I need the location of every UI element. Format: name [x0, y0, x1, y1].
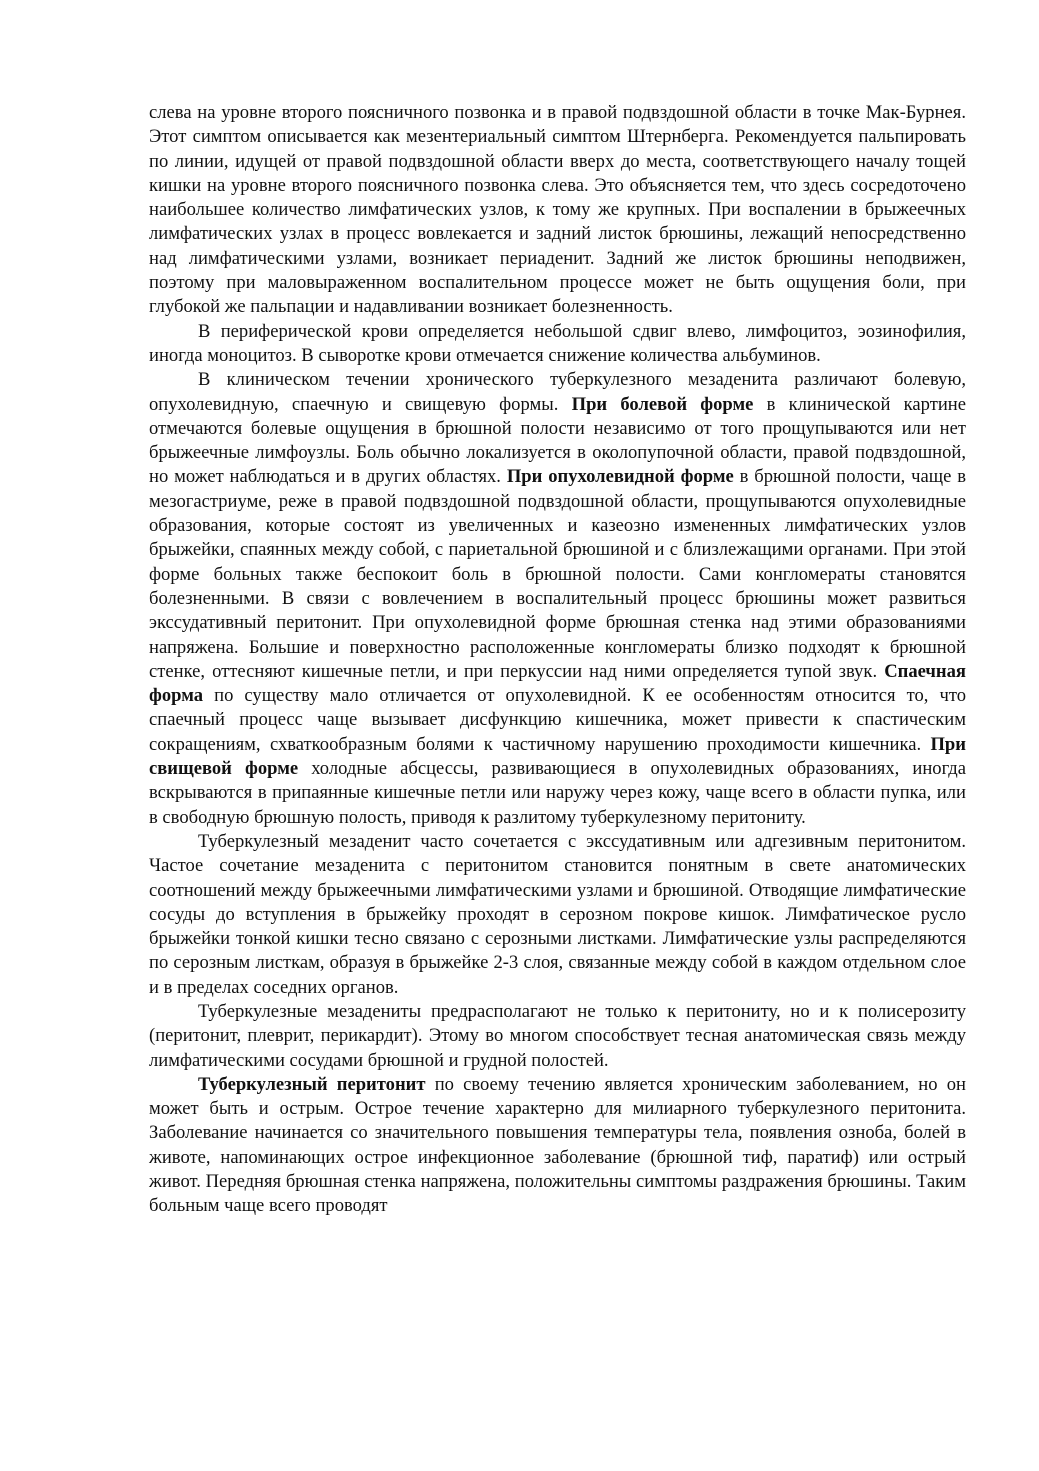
paragraph-4-text: Туберкулезный мезаденит часто сочетается с экссудативным или адгезивным перитонитом. Частое сочетание мезаденита с перитонитом становится понятным в свете анатомических соотношений между брыжеечными лимфатическими узлами и брюшиной. Отводящие лимфатические сосуды до вступления в брыжейку проходят в серозном покрове кишок. Лимфатическое русло брыжейки тонкой кишки тесно связано с серозными листками. Лимфатические узлы распределяются по серозным листкам, образуя в брыжейке 2-3 слоя, связанные между собой в каждом отдельном слое и в пределах соседних органов.	[149, 830, 966, 998]
term-opukholevidnaya-forma: При опухолевидной форме	[506, 466, 734, 488]
paragraph-6	[149, 1073, 966, 1219]
paragraph-3-text-3: в брюшной полости, чаще в мезогастриуме, реже в правой подвздошной подвздошной области, прощупываются опухолевидные образования, которые состоят из увеличенных и казеозно измененных лимфатических узлов брыжейки, спаянных между собой, с париетальной брюшиной и с близлежащими органами. При этой форме больных также беспокоит боль в брюшной полости. Сами конгломераты становятся болезненными. В связи с вовлечением в воспалительный процесс брюшины может развиться экссудативный перитонит. При опухолевидной форме брюшная стенка над этими образованиями напряжена. Большие и поверхностно расположенные конгломераты близко подходят к брюшной стенке, оттесняют кишечные петли, и при перкуссии над ними определяется тупой звук.	[149, 466, 966, 682]
paragraph-4	[149, 830, 966, 1000]
paragraph-1	[149, 101, 966, 320]
paragraph-3-text-1: В клиническом течении хронического туберкулезного мезаденита различают болевую, опухолевидную, спаечную и свищевую формы.	[149, 369, 966, 415]
term-bolevaya-forma: При болевой форме	[571, 393, 754, 415]
paragraph-3-text-5: холодные абсцессы, развивающиеся в опухолевидных образованиях, иногда вскрываются в припаянные кишечные петли или наружу через кожу, чаще всего в области пупка, или в свободную брюшную полость, приводя к разлитому туберкулезному перитониту.	[149, 758, 966, 828]
paragraph-3-text-4: по существу мало отличается от опухолевидной. К ее особенностям относится то, что спаечный процесс чаще вызывает дисфункцию кишечника, может привести к спастическим сокращениям, схваткообразным болями к частичному нарушению проходимости кишечника.	[149, 685, 966, 755]
paragraph-6-text: по своему течению является хроническим заболеванием, но он может быть и острым. Острое течение характерно для милиарного туберкулезного перитонита. Заболевание начинается со значительного повышения температуры тела, появления озноба, болей в животе, напоминающих острое инфекционное заболевание (брюшной тиф, паратиф) или острый живот. Передняя брюшная стенка напряжена, положительны симптомы раздражения брюшины. Таким больным чаще всего проводят	[149, 1073, 966, 1217]
document-page	[149, 101, 966, 1219]
paragraph-3-text-2: в клинической картине отмечаются болевые ощущения в брюшной полости независимо от того прощупываются или нет брыжеечные лимфоузлы. Боль обычно локализуется в околопупочной области, правой подвздошной, но может наблюдаться и в других областях.	[149, 393, 966, 488]
term-svishchevaya-forma: При свищевой форме	[149, 733, 966, 780]
paragraph-2-text: В периферической крови определяется небольшой сдвиг влево, лимфоцитоз, эозинофилия, иногда моноцитоз. В сыворотке крови отмечается снижение количества альбуминов.	[149, 320, 966, 366]
term-tuberkuleznyi-peritonit: Туберкулезный перитонит	[198, 1073, 426, 1095]
term-spaechnaya-forma: Спаечная форма	[149, 660, 966, 707]
paragraph-2	[149, 320, 966, 369]
paragraph-3	[149, 368, 966, 830]
paragraph-1-text: слева на уровне второго поясничного позвонка и в правой подвздошной области в точке Мак-Бурнея. Этот симптом описывается как мезентериальный симптом Штернберга. Рекомендуется пальпировать по линии, идущей от правой подвздошной области вверх до места, соответствующего началу тощей кишки на уровне второго поясничного позвонка слева. Это объясняется тем, что здесь сосредоточено наибольшее количество лимфатических узлов, к тому же крупных. При воспалении в брыжеечных лимфатических узлах в процесс вовлекается и задний листок брюшины, лежащий непосредственно над лимфатическими узлами, возникает периаденит. Задний же листок брюшины неподвижен, поэтому при маловыраженном воспалительном процессе может не быть ощущения боли, при глубокой же пальпации и надавливании возникает болезненность.	[149, 102, 966, 318]
paragraph-5-text: Туберкулезные мезадениты предрасполагают не только к перитониту, но и к полисерозиту (перитонит, плеврит, перикардит). Этому во многом способствует тесная анатомическая связь между лимфатическими сосудами брюшной и грудной полостей.	[149, 1000, 966, 1071]
paragraph-5	[149, 1000, 966, 1073]
